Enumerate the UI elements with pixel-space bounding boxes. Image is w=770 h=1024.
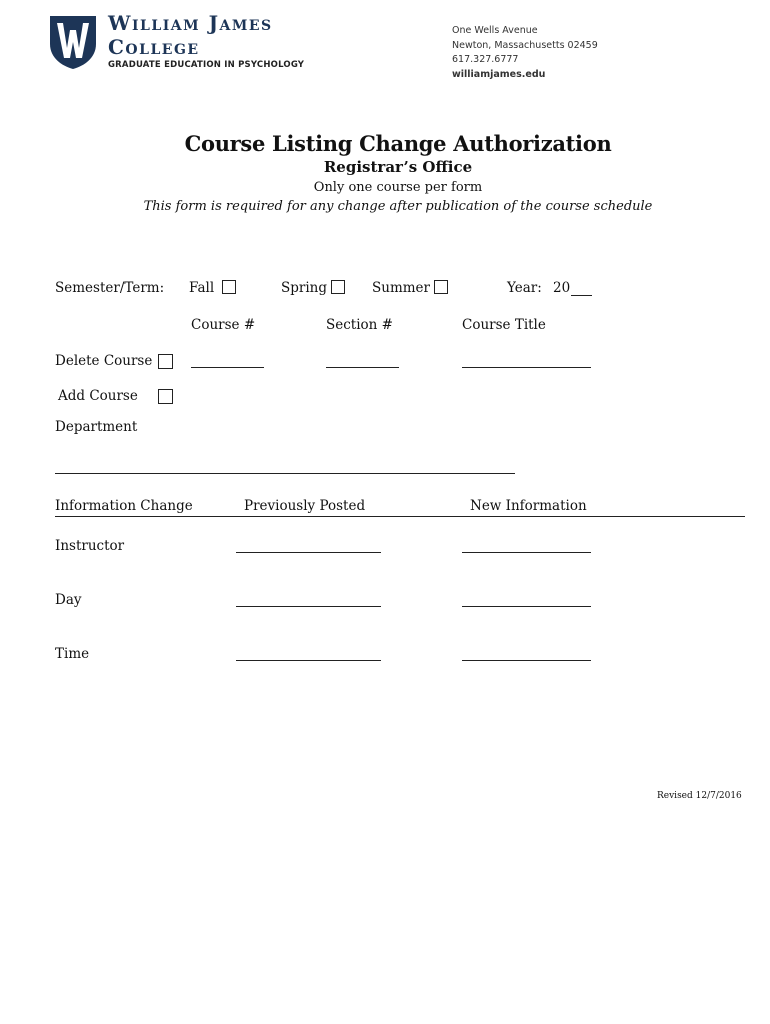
time-previous-input-line[interactable]: [236, 660, 381, 661]
section-divider: [55, 516, 745, 517]
add-course-checkbox[interactable]: [158, 389, 173, 404]
section-number-label: Section #: [326, 317, 393, 333]
new-information-header: New Information: [470, 498, 587, 514]
address-city: Newton, Massachusetts 02459: [452, 39, 598, 51]
time-new-input-line[interactable]: [462, 660, 591, 661]
address-website: williamjames.edu: [452, 68, 546, 80]
summer-label: Summer: [372, 280, 430, 296]
form-note-required: This form is required for any change after publication of the course schedule: [143, 199, 653, 214]
delete-course-label: Delete Course: [55, 353, 153, 369]
day-new-input-line[interactable]: [462, 606, 591, 607]
instructor-label: Instructor: [55, 538, 125, 554]
time-label: Time: [55, 646, 90, 662]
fall-label: Fall: [189, 280, 215, 296]
semester-term-label: Semester/Term:: [55, 280, 165, 296]
information-change-header: Information Change: [55, 498, 193, 514]
college-name-line1: William James: [108, 11, 273, 35]
form-note-one-course: Only one course per form: [313, 180, 483, 195]
form-title: Course Listing Change Authorization: [184, 131, 612, 156]
day-previous-input-line[interactable]: [236, 606, 381, 607]
department-label: Department: [55, 419, 138, 435]
spring-checkbox[interactable]: [331, 280, 345, 294]
fall-checkbox[interactable]: [222, 280, 236, 294]
college-logo-shield-icon: [48, 14, 98, 70]
section-number-input-line[interactable]: [326, 367, 399, 368]
course-number-label: Course #: [191, 317, 256, 333]
college-name: [108, 12, 273, 58]
address-street: One Wells Avenue: [452, 25, 538, 36]
course-title-label: Course Title: [462, 317, 546, 333]
form-subtitle: Registrar’s Office: [323, 158, 473, 176]
spring-label: Spring: [281, 280, 327, 296]
year-input-line[interactable]: [571, 295, 592, 296]
address-phone: 617.327.6777: [452, 54, 519, 65]
previously-posted-header: Previously Posted: [244, 498, 366, 514]
course-number-input-line[interactable]: [191, 367, 264, 368]
delete-course-checkbox[interactable]: [158, 354, 173, 369]
instructor-new-input-line[interactable]: [462, 552, 591, 553]
department-input-line[interactable]: [55, 473, 515, 474]
college-name-line2: College: [108, 35, 200, 59]
instructor-previous-input-line[interactable]: [236, 552, 381, 553]
revised-date: Revised 12/7/2016: [657, 791, 742, 801]
summer-checkbox[interactable]: [434, 280, 448, 294]
day-label: Day: [55, 592, 82, 608]
college-tagline: GRADUATE EDUCATION IN PSYCHOLOGY: [108, 60, 305, 70]
year-prefix: 20: [553, 280, 571, 296]
course-title-input-line[interactable]: [462, 367, 591, 368]
add-course-label: Add Course: [58, 388, 138, 404]
year-label: Year:: [507, 280, 542, 296]
college-address: [452, 24, 598, 82]
